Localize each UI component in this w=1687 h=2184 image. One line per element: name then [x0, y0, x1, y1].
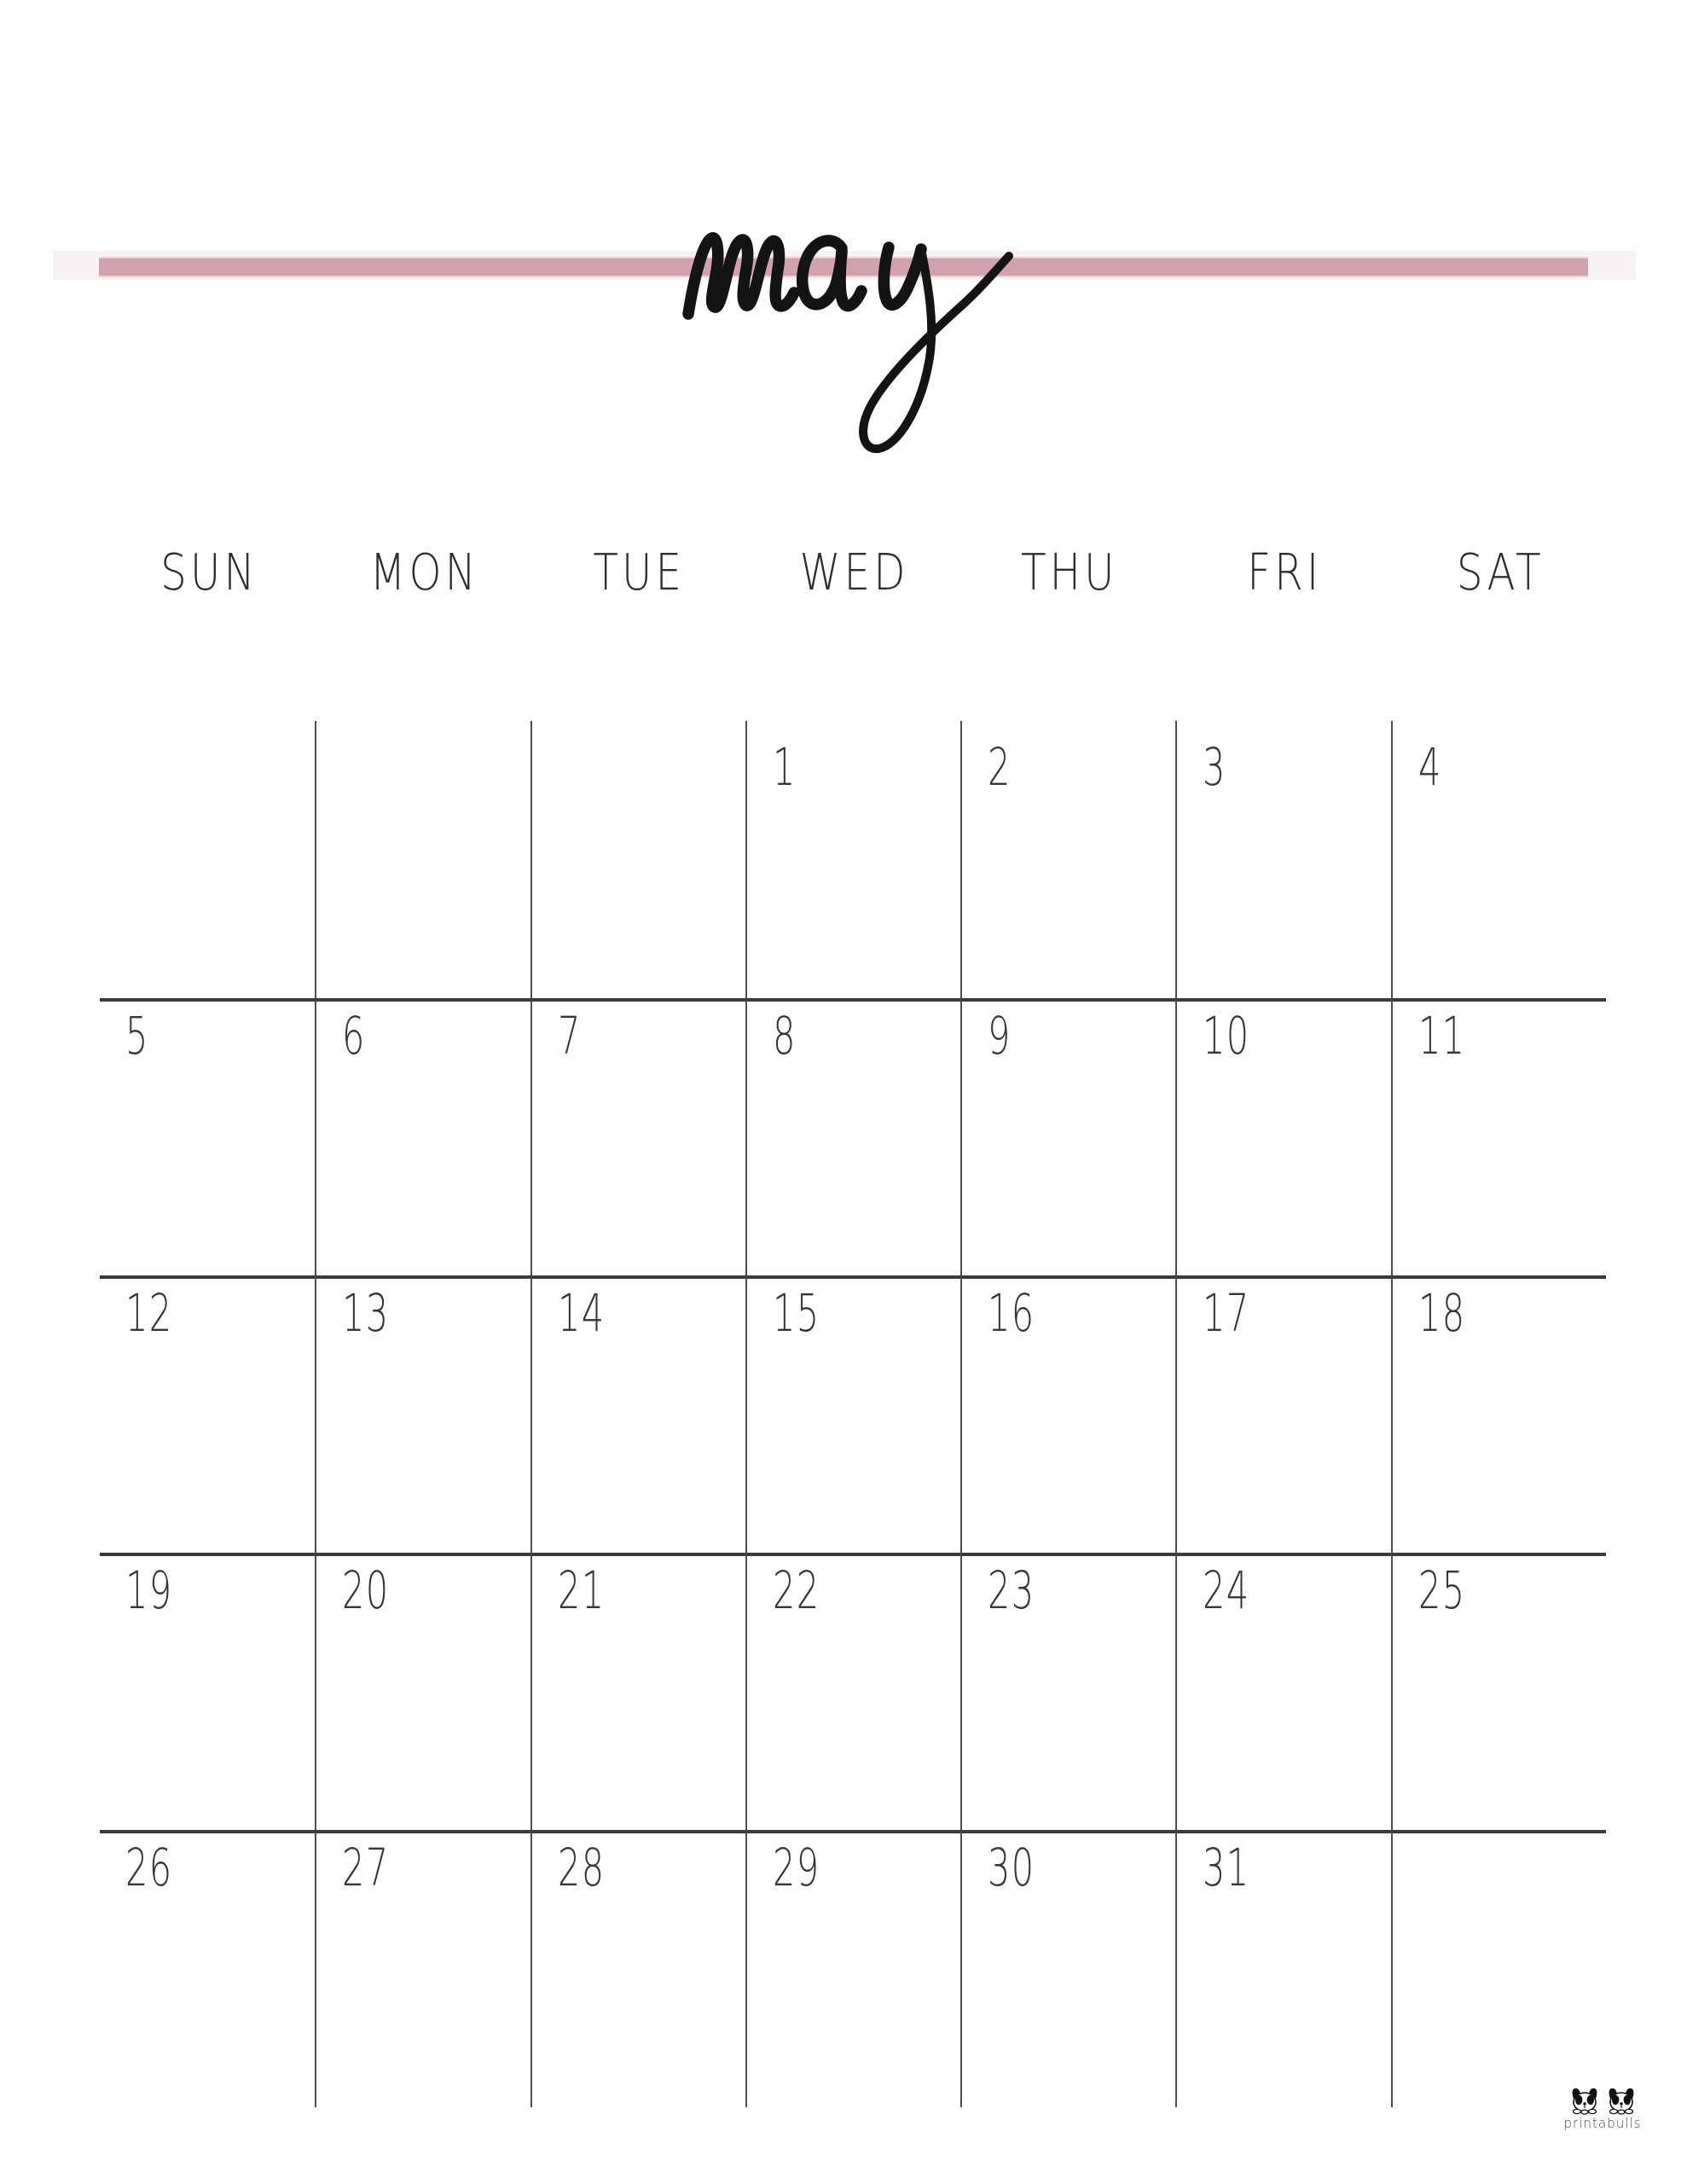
day-cell: 14 — [530, 1275, 745, 1553]
day-cell: 23 — [960, 1553, 1175, 1830]
day-cell: 9 — [960, 998, 1175, 1275]
day-cell: 19 — [100, 1553, 315, 1830]
month-grid — [100, 721, 1606, 2107]
weekday-header-row — [100, 543, 1606, 602]
bulldog-icon — [1604, 2085, 1638, 2116]
printabulls-logo — [1556, 2085, 1649, 2130]
bulldog-icon — [1568, 2085, 1602, 2116]
day-cell: 28 — [530, 1830, 745, 2107]
day-cell — [1391, 1830, 1606, 2107]
letter-a-stroke — [803, 241, 861, 306]
day-cell: 27 — [315, 1830, 530, 2107]
day-cell — [530, 721, 745, 998]
day-cell: 18 — [1391, 1275, 1606, 1553]
day-cell — [315, 721, 530, 998]
day-cell: 25 — [1391, 1553, 1606, 1830]
month-script-title — [670, 213, 1019, 465]
day-cell: 20 — [315, 1553, 530, 1830]
day-cell: 22 — [745, 1553, 960, 1830]
day-cell — [100, 721, 315, 998]
day-cell: 13 — [315, 1275, 530, 1553]
day-cell: 5 — [100, 998, 315, 1275]
day-cell: 15 — [745, 1275, 960, 1553]
day-cell: 4 — [1391, 721, 1606, 998]
day-cell: 11 — [1391, 998, 1606, 1275]
day-cell: 30 — [960, 1830, 1175, 2107]
weekday-header-tue: TUE — [593, 543, 686, 601]
day-cell: 24 — [1175, 1553, 1390, 1830]
day-cell: 8 — [745, 998, 960, 1275]
weekday-header-sat: SAT — [1456, 543, 1545, 601]
day-cell: 21 — [530, 1553, 745, 1830]
bulldog-icons — [1568, 2085, 1638, 2116]
weekday-header-sun: SUN — [159, 543, 258, 601]
day-cell: 6 — [315, 998, 530, 1275]
day-cell: 17 — [1175, 1275, 1390, 1553]
day-cell: 7 — [530, 998, 745, 1275]
day-cell: 31 — [1175, 1830, 1390, 2107]
day-cell: 26 — [100, 1830, 315, 2107]
day-cell: 3 — [1175, 721, 1390, 998]
day-cell: 2 — [960, 721, 1175, 998]
weekday-header-thu: THU — [1021, 543, 1119, 601]
weekday-header-wed: WED — [800, 543, 910, 601]
day-cell: 16 — [960, 1275, 1175, 1553]
letter-m-stroke — [688, 238, 794, 314]
day-cell: 10 — [1175, 998, 1390, 1275]
weekday-header-mon: MON — [369, 543, 479, 601]
day-cell: 12 — [100, 1275, 315, 1553]
letter-y-bowl-stroke — [884, 247, 921, 305]
weekday-header-fri: FRI — [1247, 543, 1323, 601]
logo-text: printabulls — [1563, 2115, 1642, 2131]
month-title-text — [0, 0, 1, 1]
day-cell: 1 — [745, 721, 960, 998]
day-cell: 29 — [745, 1830, 960, 2107]
